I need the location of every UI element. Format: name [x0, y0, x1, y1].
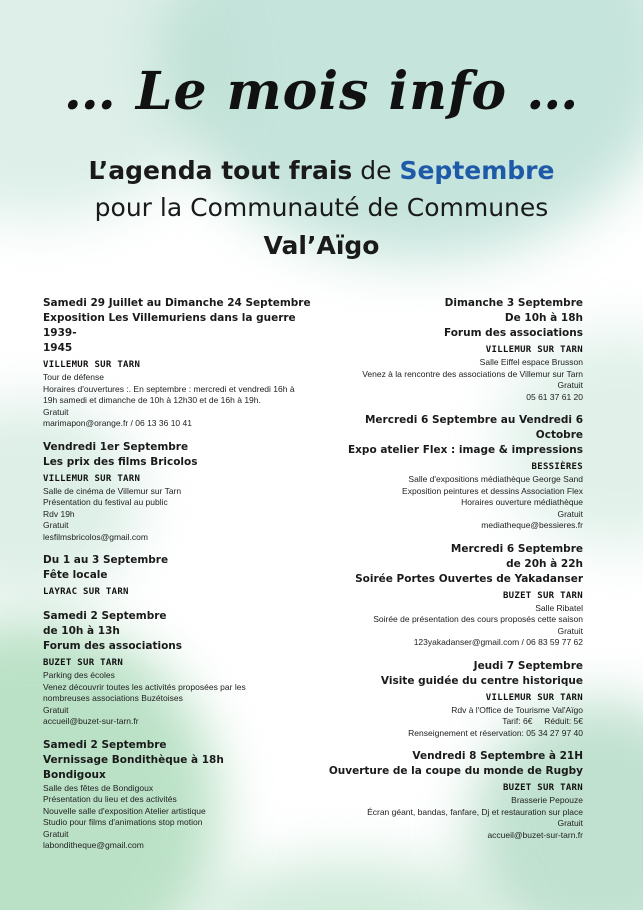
- event-detail: Écran géant, bandas, fanfare, Dj et restauration sur place: [367, 806, 583, 817]
- event-title-line: Bondigoux: [43, 768, 106, 781]
- event-title-line: Les prix des films Bricolos: [43, 455, 198, 468]
- event-detail: Gratuit: [43, 704, 69, 715]
- event-city: BUZET SUR TARN: [43, 658, 124, 668]
- event-title-line: Mercredi 6 Septembre au Vendredi 6 Octobre: [364, 414, 583, 441]
- event-detail: Gratuit: [557, 380, 583, 390]
- event-item: [43, 553, 313, 599]
- event-detail: 05 61 37 61 20: [526, 391, 583, 402]
- event-detail: Salle de cinéma de Villemur sur Tarn: [43, 485, 182, 496]
- event-detail: Venez découvrir toutes les activités proposées par les: [43, 681, 246, 692]
- event-detail: Rdv à l'Office de Tourisme Val'Aïgo: [451, 704, 583, 715]
- event-title-line: Samedi 2 Septembre: [43, 738, 167, 751]
- page-title: … Le mois info …: [63, 61, 580, 122]
- event-contact[interactable]: 123yakadanser@gmail.com / 06 83 59 77 62: [413, 637, 583, 647]
- event-title-line: 1945: [43, 342, 73, 354]
- event-detail: Salle Eiffel espace Brusson: [479, 357, 583, 367]
- subtitle-month: Septembre: [399, 156, 555, 185]
- event-title-line: Dimanche 3 Septembre: [444, 297, 583, 309]
- event-detail: Nouvelle salle d'exposition Atelier artistique: [43, 805, 206, 816]
- event-detail: Brasserie Pepouze: [511, 795, 583, 805]
- subtitle-de: de: [352, 156, 400, 185]
- event-contact[interactable]: mediatheque@bessieres.fr: [481, 520, 583, 530]
- event-item: [328, 659, 583, 740]
- event-detail: Exposition peintures et dessins Association Flex: [402, 485, 583, 496]
- event-title-line: de 10h à 13h: [43, 625, 120, 637]
- event-title-line: Mercredi 6 Septembre: [450, 542, 583, 555]
- event-title-line: Fête locale: [43, 569, 108, 581]
- events-column-left: [43, 296, 313, 862]
- event-detail: Tarif: 6€ Réduit: 5€: [502, 716, 583, 726]
- event-item: [43, 440, 313, 544]
- event-detail: 19h samedi et dimanche de 10h à 12h30 et de 16h à 19h.: [43, 395, 261, 405]
- subtitle-line-3: Val’Aïgo: [263, 231, 380, 260]
- event-item: [328, 542, 583, 649]
- event-contact[interactable]: labonditheque@gmail.com: [43, 840, 144, 850]
- event-title-line: Du 1 au 3 Septembre: [43, 554, 169, 566]
- event-contact[interactable]: accueil@buzet-sur-tarn.fr: [487, 829, 583, 840]
- event-title-line: Exposition Les Villemuriens dans la guerre 1939-: [43, 312, 296, 339]
- event-title-line: Samedi 2 Septembre: [43, 610, 167, 622]
- event-detail: Renseignement et réservation: 05 34 27 97 40: [408, 727, 583, 738]
- event-item: [328, 413, 583, 532]
- page-header: [0, 60, 643, 262]
- event-detail: Horaires ouverture médiathèque: [461, 497, 583, 507]
- event-detail: Gratuit: [557, 818, 583, 828]
- event-contact[interactable]: marimapon@orange.fr / 06 13 36 10 41: [43, 418, 192, 428]
- events-column-right: [328, 296, 583, 851]
- event-detail: Présentation du lieu et des activités: [43, 794, 177, 804]
- subtitle-line-2: pour la Communauté de Communes: [94, 193, 549, 222]
- event-title-line: Forum des associations: [43, 640, 183, 652]
- event-title-line: Jeudi 7 Septembre: [473, 659, 583, 672]
- event-detail: Rdv 19h: [43, 508, 75, 519]
- event-item: [328, 296, 583, 403]
- event-detail: Venez à la rencontre des associations de Villemur sur Tarn: [362, 368, 583, 379]
- event-title-line: Vendredi 1er Septembre: [43, 440, 189, 453]
- event-city: VILLEMUR SUR TARN: [485, 692, 583, 703]
- event-title-line: Soirée Portes Ouvertes de Yakadanser: [355, 572, 583, 585]
- event-detail: Soirée de présentation des cours proposés cette saison: [373, 614, 583, 624]
- event-detail: Gratuit: [43, 828, 69, 839]
- event-contact[interactable]: lesfilmsbricolos@gmail.com: [43, 531, 148, 542]
- event-title-line: Visite guidée du centre historique: [380, 674, 583, 687]
- event-detail: Parking des écoles: [43, 670, 115, 680]
- event-city: BESSIÈRES: [531, 462, 583, 472]
- event-detail: Salle d'expositions médiathèque George Sand: [408, 474, 583, 484]
- event-detail: Gratuit: [43, 406, 69, 417]
- event-item: [43, 296, 313, 430]
- event-detail: Studio pour films d'animations stop motion: [43, 817, 203, 827]
- event-city: LAYRAC SUR TARN: [43, 587, 129, 597]
- event-detail: Gratuit: [557, 508, 583, 519]
- event-contact[interactable]: accueil@buzet-sur-tarn.fr: [43, 716, 139, 726]
- event-detail: Horaires d'ouvertures :. En septembre : mercredi et vendredi 16h à: [43, 383, 295, 394]
- subtitle-line-1: [0, 156, 643, 186]
- event-city: BUZET SUR TARN: [502, 590, 583, 601]
- event-detail: Gratuit: [43, 520, 69, 530]
- event-title-line: Expo atelier Flex : image & impressions: [347, 444, 583, 456]
- event-detail: Salle des fêtes de Bondigoux: [43, 782, 154, 793]
- event-title-line: Vendredi 8 Septembre à 21H: [412, 750, 583, 762]
- event-item: [43, 738, 313, 852]
- event-city: VILLEMUR SUR TARN: [43, 360, 141, 370]
- event-city: BUZET SUR TARN: [502, 783, 583, 793]
- event-detail: Présentation du festival au public: [43, 497, 168, 507]
- event-title-line: Vernissage Bondithèque à 18h: [43, 753, 224, 766]
- event-item: [43, 609, 313, 728]
- event-detail: Salle Ribatel: [535, 602, 583, 613]
- event-title-line: Samedi 29 Juillet au Dimanche 24 Septembre: [43, 297, 311, 309]
- subtitle-agenda: L’agenda tout frais: [88, 156, 353, 185]
- event-title-line: Forum des associations: [443, 327, 583, 339]
- event-item: [328, 749, 583, 841]
- event-detail: nombreuses associations Buzétoises: [43, 693, 183, 703]
- event-detail: Tour de défense: [43, 372, 104, 382]
- event-city: VILLEMUR SUR TARN: [485, 345, 583, 355]
- event-title-line: Ouverture de la coupe du monde de Rugby: [328, 765, 583, 777]
- event-title-line: de 20h à 22h: [506, 557, 583, 570]
- event-title-line: De 10h à 18h: [504, 312, 583, 324]
- event-detail: Gratuit: [557, 625, 583, 636]
- event-city: VILLEMUR SUR TARN: [43, 473, 141, 484]
